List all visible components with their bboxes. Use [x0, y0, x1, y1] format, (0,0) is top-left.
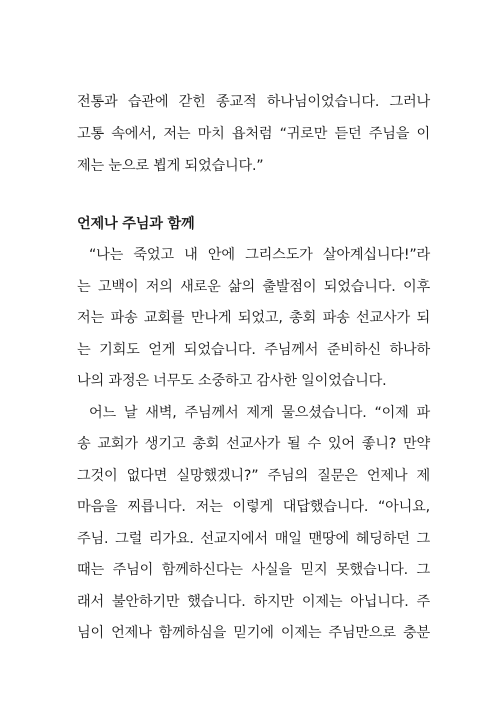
text-line: 전통과 습관에 갇힌 종교적 하나님이었습니다. 그러나 [77, 94, 430, 110]
text-line: 때는 주님이 함께하신다는 사실을 믿지 못했습니다. 그 [77, 562, 430, 578]
text-line: “나는 죽었고 내 안에 그리스도가 살아계십니다!”라 [89, 247, 430, 263]
text-line: 제는 눈으로 뵙게 되었습니다.” [77, 158, 264, 174]
text-line: 님이 언제나 함께하심을 믿기에 이제는 주님만으로 충분 [77, 625, 430, 641]
text-line: 그것이 없다면 실망했겠니?” 주님의 질문은 언제나 제 [77, 468, 430, 484]
text-line: 는 고백이 저의 새로운 삶의 출발점이 되었습니다. 이후 [77, 279, 430, 295]
text-line: 주님. 그럴 리가요. 선교지에서 매일 맨땅에 헤딩하던 그 [77, 531, 430, 547]
text-line: 송 교회가 생기고 총회 선교사가 될 수 있어 좋니? 만약 [77, 436, 430, 452]
text-line: 는 기회도 얻게 되었습니다. 주님께서 준비하신 하나하 [77, 342, 430, 358]
text-line: 마음을 찌릅니다. 저는 이렇게 대답했습니다. “아니요, [77, 499, 430, 515]
text-line: 저는 파송 교회를 만나게 되었고, 총회 파송 선교사가 되 [77, 310, 430, 326]
text-line: 래서 불안하기만 했습니다. 하지만 이제는 아닙니다. 주 [77, 594, 430, 610]
text-line: 고통 속에서, 저는 마치 욥처럼 “귀로만 듣던 주님을 이 [77, 126, 430, 142]
text-line: 나의 과정은 너무도 소중하고 감사한 일이었습니다. [77, 373, 387, 389]
section-heading: 언제나 주님과 함께 [77, 216, 195, 232]
text-line: 어느 날 새벽, 주님께서 제게 물으셨습니다. “이제 파 [89, 405, 430, 421]
